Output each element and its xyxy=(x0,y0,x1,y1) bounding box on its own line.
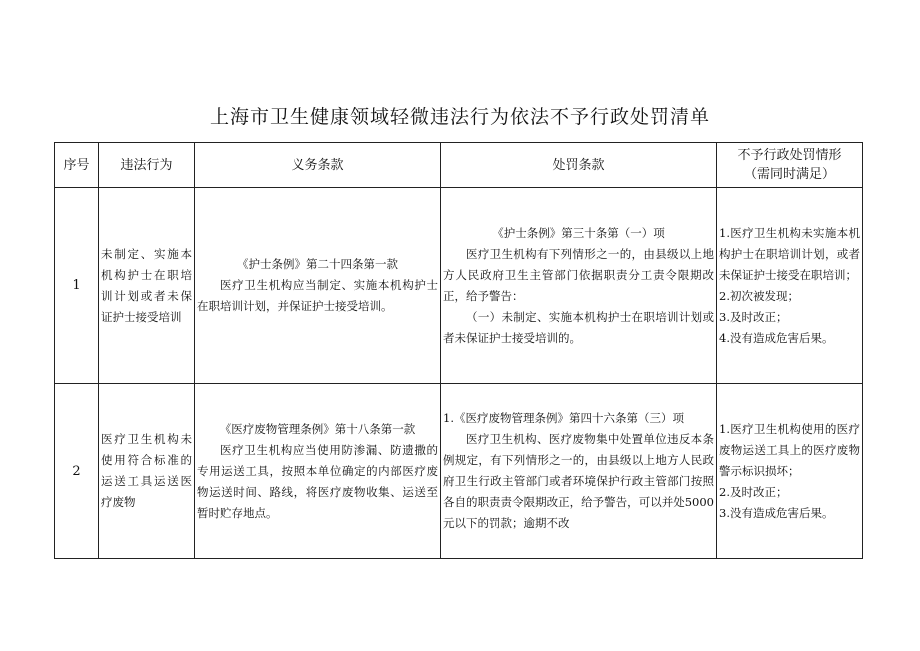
obligation-body: 医疗卫生机构应当使用防渗漏、防遗撒的专用运送工具，按照本单位确定的内部医疗废物运送时间、路线，将医疗废物收集、运送至暂时贮存地点。 xyxy=(197,442,438,520)
row-seq: 2 xyxy=(55,384,99,559)
penalty-paragraph: 医疗卫生机构有下列情形之一的，由县级以上地方人民政府卫生主管部门依据职责分工责令限期改正，给予警告： xyxy=(443,246,714,303)
table-header-row xyxy=(55,143,863,188)
penalty-heading: 1.《医疗废物管理条例》第四十六条第（三）项 xyxy=(443,411,684,425)
row-obligation xyxy=(195,188,441,384)
condition-item: 2.初次被发现； xyxy=(719,288,799,303)
behavior-text: 未制定、实施本机构护士在职培训计划或者未保证护士接受培训 xyxy=(101,246,192,324)
row-conditions xyxy=(717,384,863,559)
row-seq: 1 xyxy=(55,188,99,384)
penalty-exemption-table xyxy=(54,142,863,559)
penalty-heading: 《护士条例》第三十条第（一）项 xyxy=(492,225,665,240)
condition-item: 1.医疗卫生机构未实施本机构护士在职培训计划，或者未保证护士接受在职培训； xyxy=(719,225,860,282)
penalty-paragraph: （一）未制定、实施本机构护士在职培训计划或者未保证护士接受培训的。 xyxy=(443,309,714,345)
obligation-body: 医疗卫生机构应当制定、实施本机构护士在职培训计划，并保证护士接受培训。 xyxy=(197,278,438,313)
condition-item: 3.没有造成危害后果。 xyxy=(719,505,834,520)
behavior-text: 医疗卫生机构未使用符合标准的运送工具运送医疗废物 xyxy=(101,432,192,509)
row-penalty xyxy=(441,384,717,559)
obligation-heading: 《护士条例》第二十四条第一款 xyxy=(237,257,398,271)
table-row xyxy=(55,188,863,384)
header-obligation: 义务条款 xyxy=(195,143,441,188)
page-title: 上海市卫生健康领域轻微违法行为依法不予行政处罚清单 xyxy=(209,106,710,128)
condition-item: 4.没有造成危害后果。 xyxy=(719,330,834,345)
header-conditions-line2: （需同时满足） xyxy=(743,167,835,182)
row-conditions xyxy=(717,188,863,384)
row-obligation xyxy=(195,384,441,559)
header-seq: 序号 xyxy=(55,143,99,188)
condition-item: 2.及时改正； xyxy=(719,484,788,499)
row-behavior xyxy=(99,384,195,559)
row-penalty xyxy=(441,188,717,384)
penalty-paragraph: 医疗卫生机构、医疗废物集中处置单位违反本条例规定，有下列情形之一的，由县级以上地方人民政府卫生行政主管部门或者环境保护行政主管部门按照各自的职责责令限期改正，给予警告，可以并处5000元以下的罚款；逾期不改 xyxy=(443,432,714,530)
condition-item: 1.医疗卫生机构使用的医疗废物运送工具上的医疗废物警示标识损坏； xyxy=(719,421,860,478)
header-conditions-line1: 不予行政处罚情形 xyxy=(737,148,842,163)
header-conditions xyxy=(717,143,863,188)
row-behavior xyxy=(99,188,195,384)
table-row xyxy=(55,384,863,559)
header-behavior: 违法行为 xyxy=(99,143,195,188)
header-penalty: 处罚条款 xyxy=(441,143,717,188)
obligation-heading: 《医疗废物管理条例》第十八条第一款 xyxy=(219,421,416,436)
condition-item: 3.及时改正； xyxy=(719,309,788,324)
